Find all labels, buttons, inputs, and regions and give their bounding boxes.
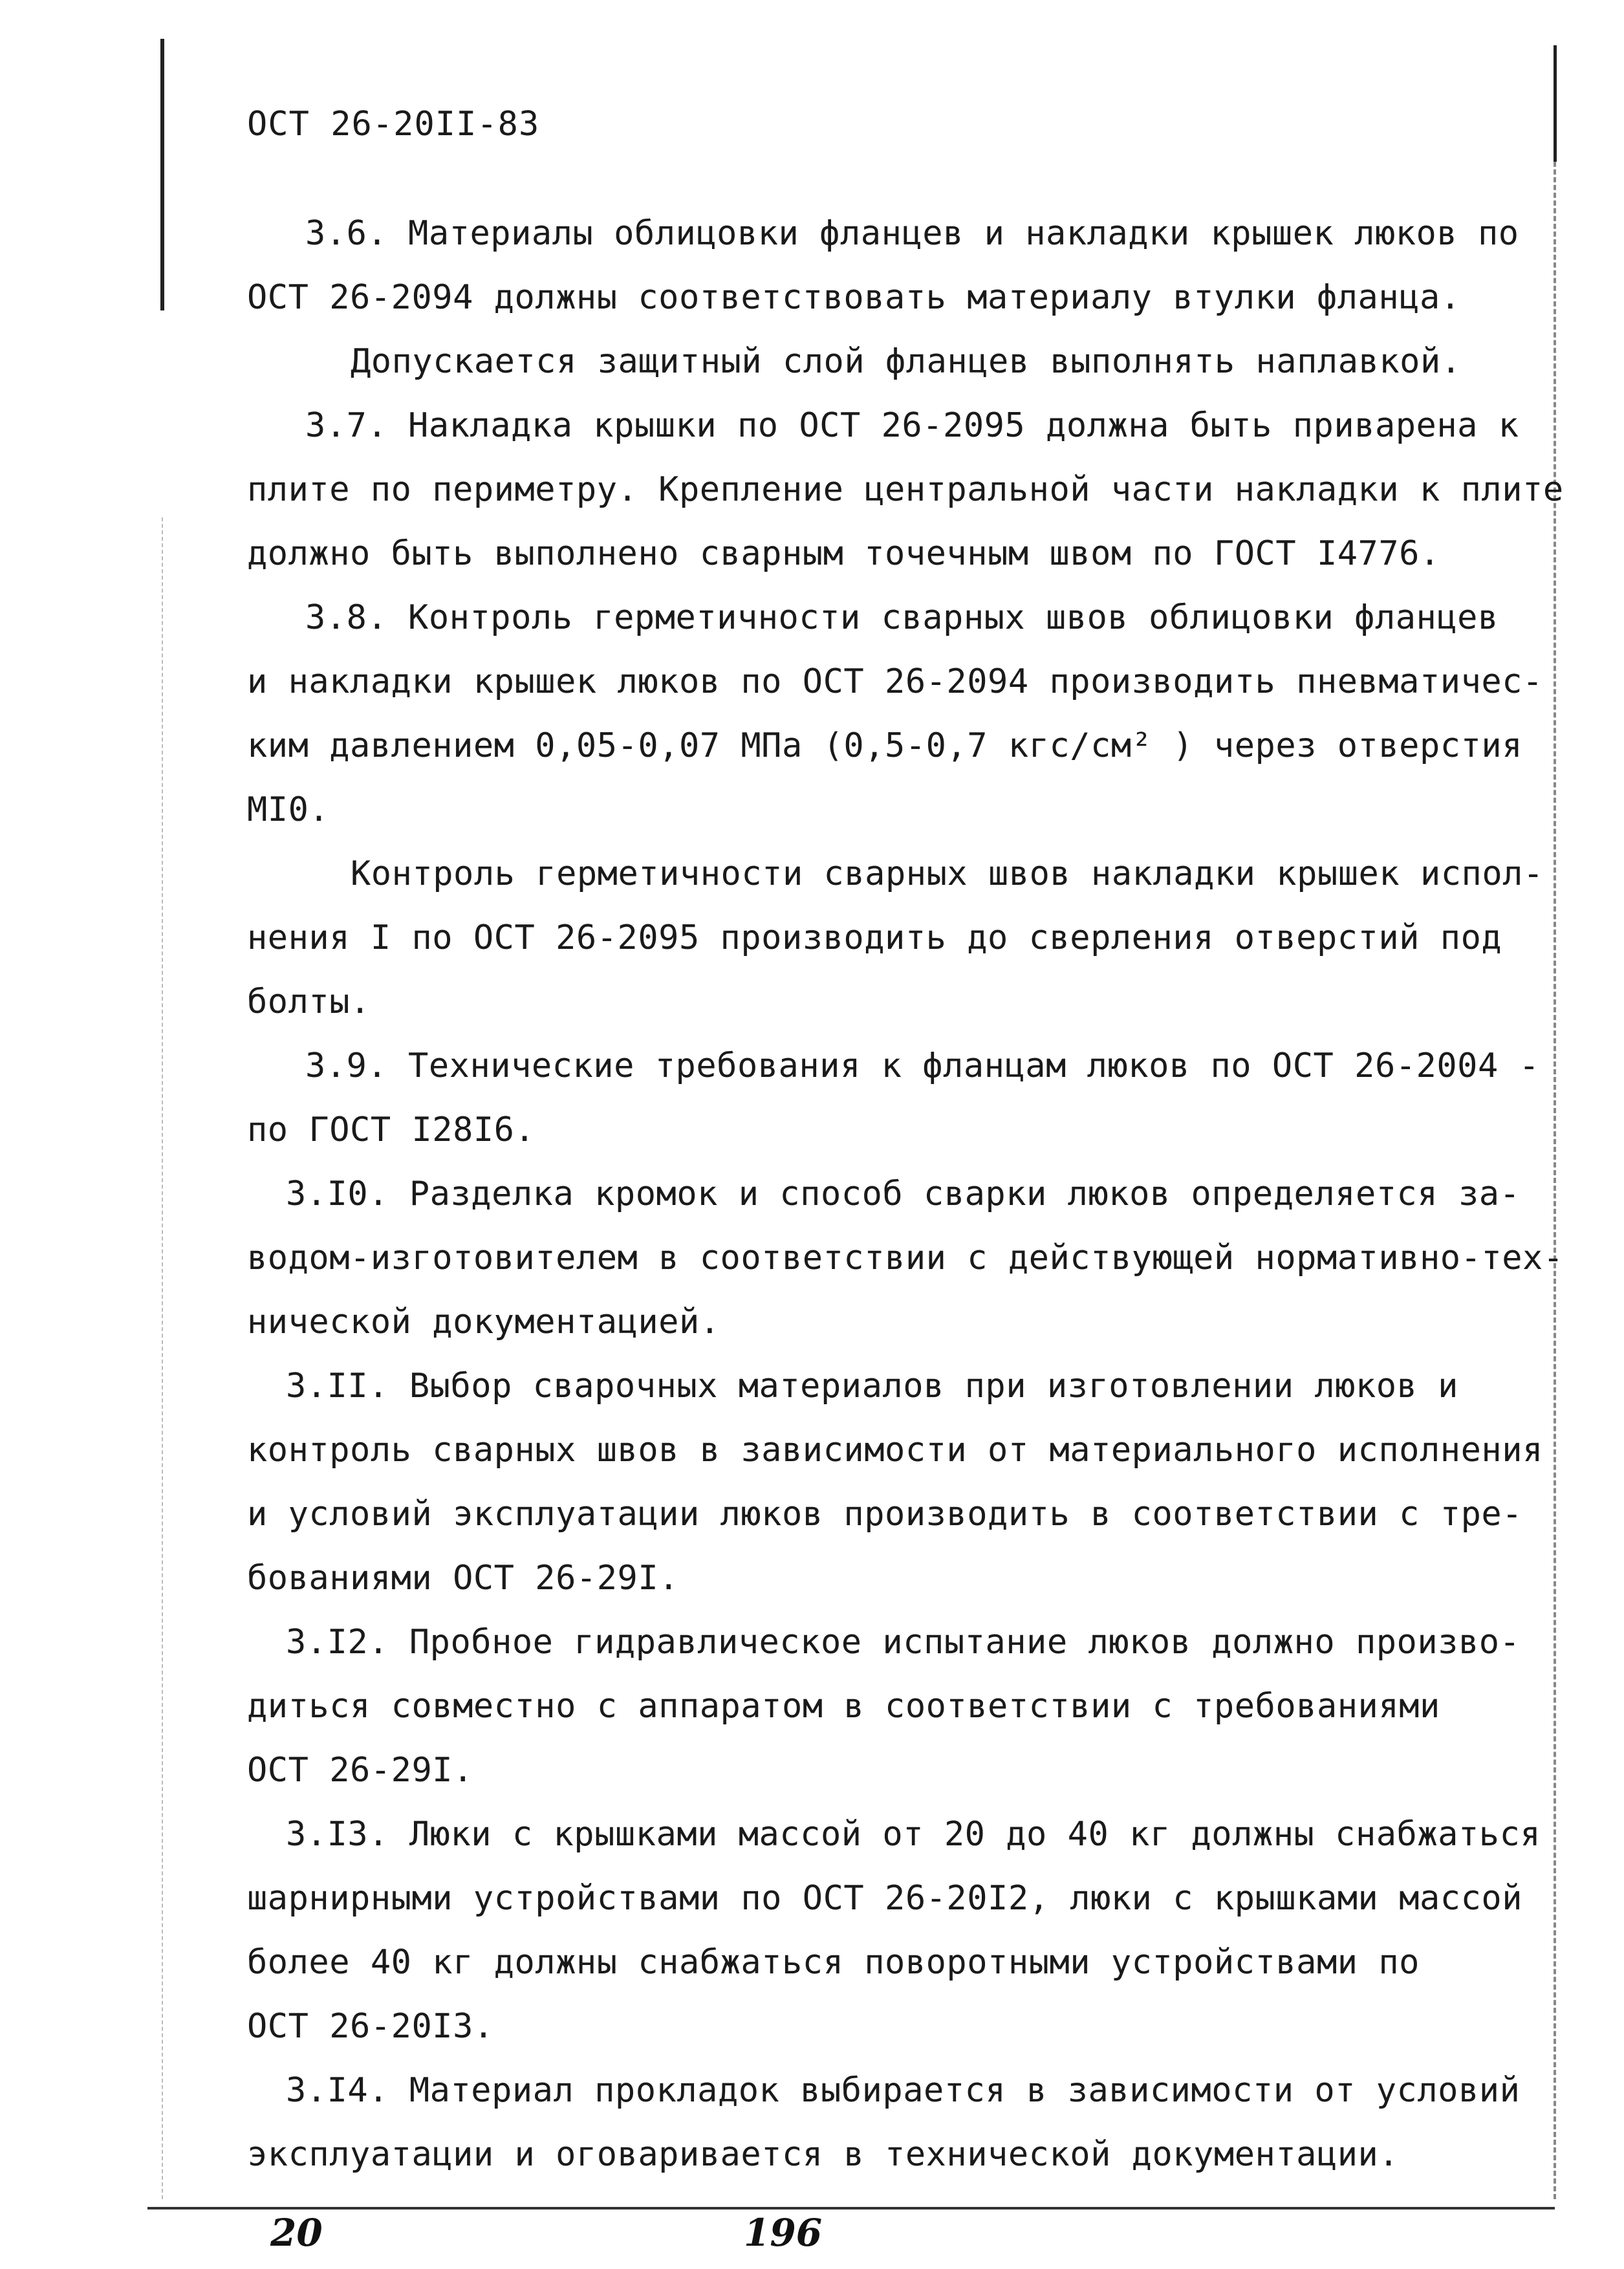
text-line: 3.9. Технические требования к фланцам люков по ОСТ 26-2004 - xyxy=(305,1047,1540,1085)
handwritten-sheet-number: 196 xyxy=(744,2211,823,2255)
text-line: 3.I0. Разделка кромок и способ сварки люков определяется за- xyxy=(286,1175,1521,1213)
text-line: ОСТ 26-2094 должны соответствовать материалу втулки фланца. xyxy=(247,278,1461,317)
text-line: плите по периметру. Крепление центральной части накладки к плите xyxy=(247,470,1564,509)
text-line: 3.7. Накладка крышки по ОСТ 26-2095 должна быть приварена к xyxy=(305,406,1519,445)
text-line: нения I по ОСТ 26-2095 производить до сверления отверстий под xyxy=(247,918,1502,957)
text-line: должно быть выполнено сварным точечным швом по ГОСТ I4776. xyxy=(247,534,1440,573)
text-line: эксплуатации и оговаривается в технической документации. xyxy=(247,2135,1400,2174)
text-line: ОСТ 26-20I3. xyxy=(247,2007,494,2046)
text-line: и условий эксплуатации люков производить в соответствии с тре- xyxy=(247,1495,1523,1534)
text-line: бованиями ОСТ 26-29I. xyxy=(247,1559,679,1598)
text-line: ОСТ 26-29I. xyxy=(247,1751,473,1790)
text-line: болты. xyxy=(247,983,371,1021)
text-line: 3.I4. Материал прокладок выбирается в зависимости от условий xyxy=(286,2071,1521,2110)
text-line: Допускается защитный слой фланцев выполнять наплавкой. xyxy=(351,342,1462,381)
handwritten-page-number: 20 xyxy=(270,2211,323,2255)
text-line: 3.I2. Пробное гидравлическое испытание люков должно произво- xyxy=(286,1623,1521,1662)
text-line: более 40 кг должны снабжаться поворотными устройствами по xyxy=(247,1943,1420,1982)
text-line: 3.I3. Люки с крышками массой от 20 до 40 кг должны снабжаться xyxy=(286,1815,1541,1854)
text-line: 3.8. Контроль герметичности сварных швов облицовки фланцев xyxy=(305,598,1499,637)
document-body xyxy=(247,202,1564,2187)
text-line: водом-изготовителем в соответствии с действующей нормативно-тех- xyxy=(247,1239,1564,1277)
text-line: и накладки крышек люков по ОСТ 26-2094 производить пневматичес- xyxy=(247,662,1543,701)
text-line: шарнирными устройствами по ОСТ 26-20I2, люки с крышками массой xyxy=(247,1879,1523,1918)
text-line: по ГОСТ I28I6. xyxy=(247,1111,536,1149)
right-margin-rule xyxy=(1554,45,1559,2199)
left-margin-rule xyxy=(160,39,164,310)
text-line: нической документацией. xyxy=(247,1303,720,1341)
text-line: 3.II. Выбор сварочных материалов при изготовлении люков и xyxy=(286,1367,1458,1406)
text-line: 3.6. Материалы облицовки фланцев и накладки крышек люков по xyxy=(305,214,1519,253)
text-line: диться совместно с аппаратом в соответствии с требованиями xyxy=(247,1687,1440,1726)
text-line: Контроль герметичности сварных швов накладки крышек испол- xyxy=(351,854,1544,893)
text-line: МI0. xyxy=(247,790,330,829)
left-margin-faint-rule xyxy=(162,517,164,2199)
bottom-frame-rule xyxy=(147,2207,1555,2212)
right-margin-rule-top xyxy=(1554,45,1557,162)
document-code: ОСТ 26-20II-83 xyxy=(247,105,540,144)
text-line: контроль сварных швов в зависимости от материального исполнения xyxy=(247,1431,1543,1470)
text-line: ким давлением 0,05-0,07 МПа (0,5-0,7 кгс/см² ) через отверстия xyxy=(247,726,1523,765)
